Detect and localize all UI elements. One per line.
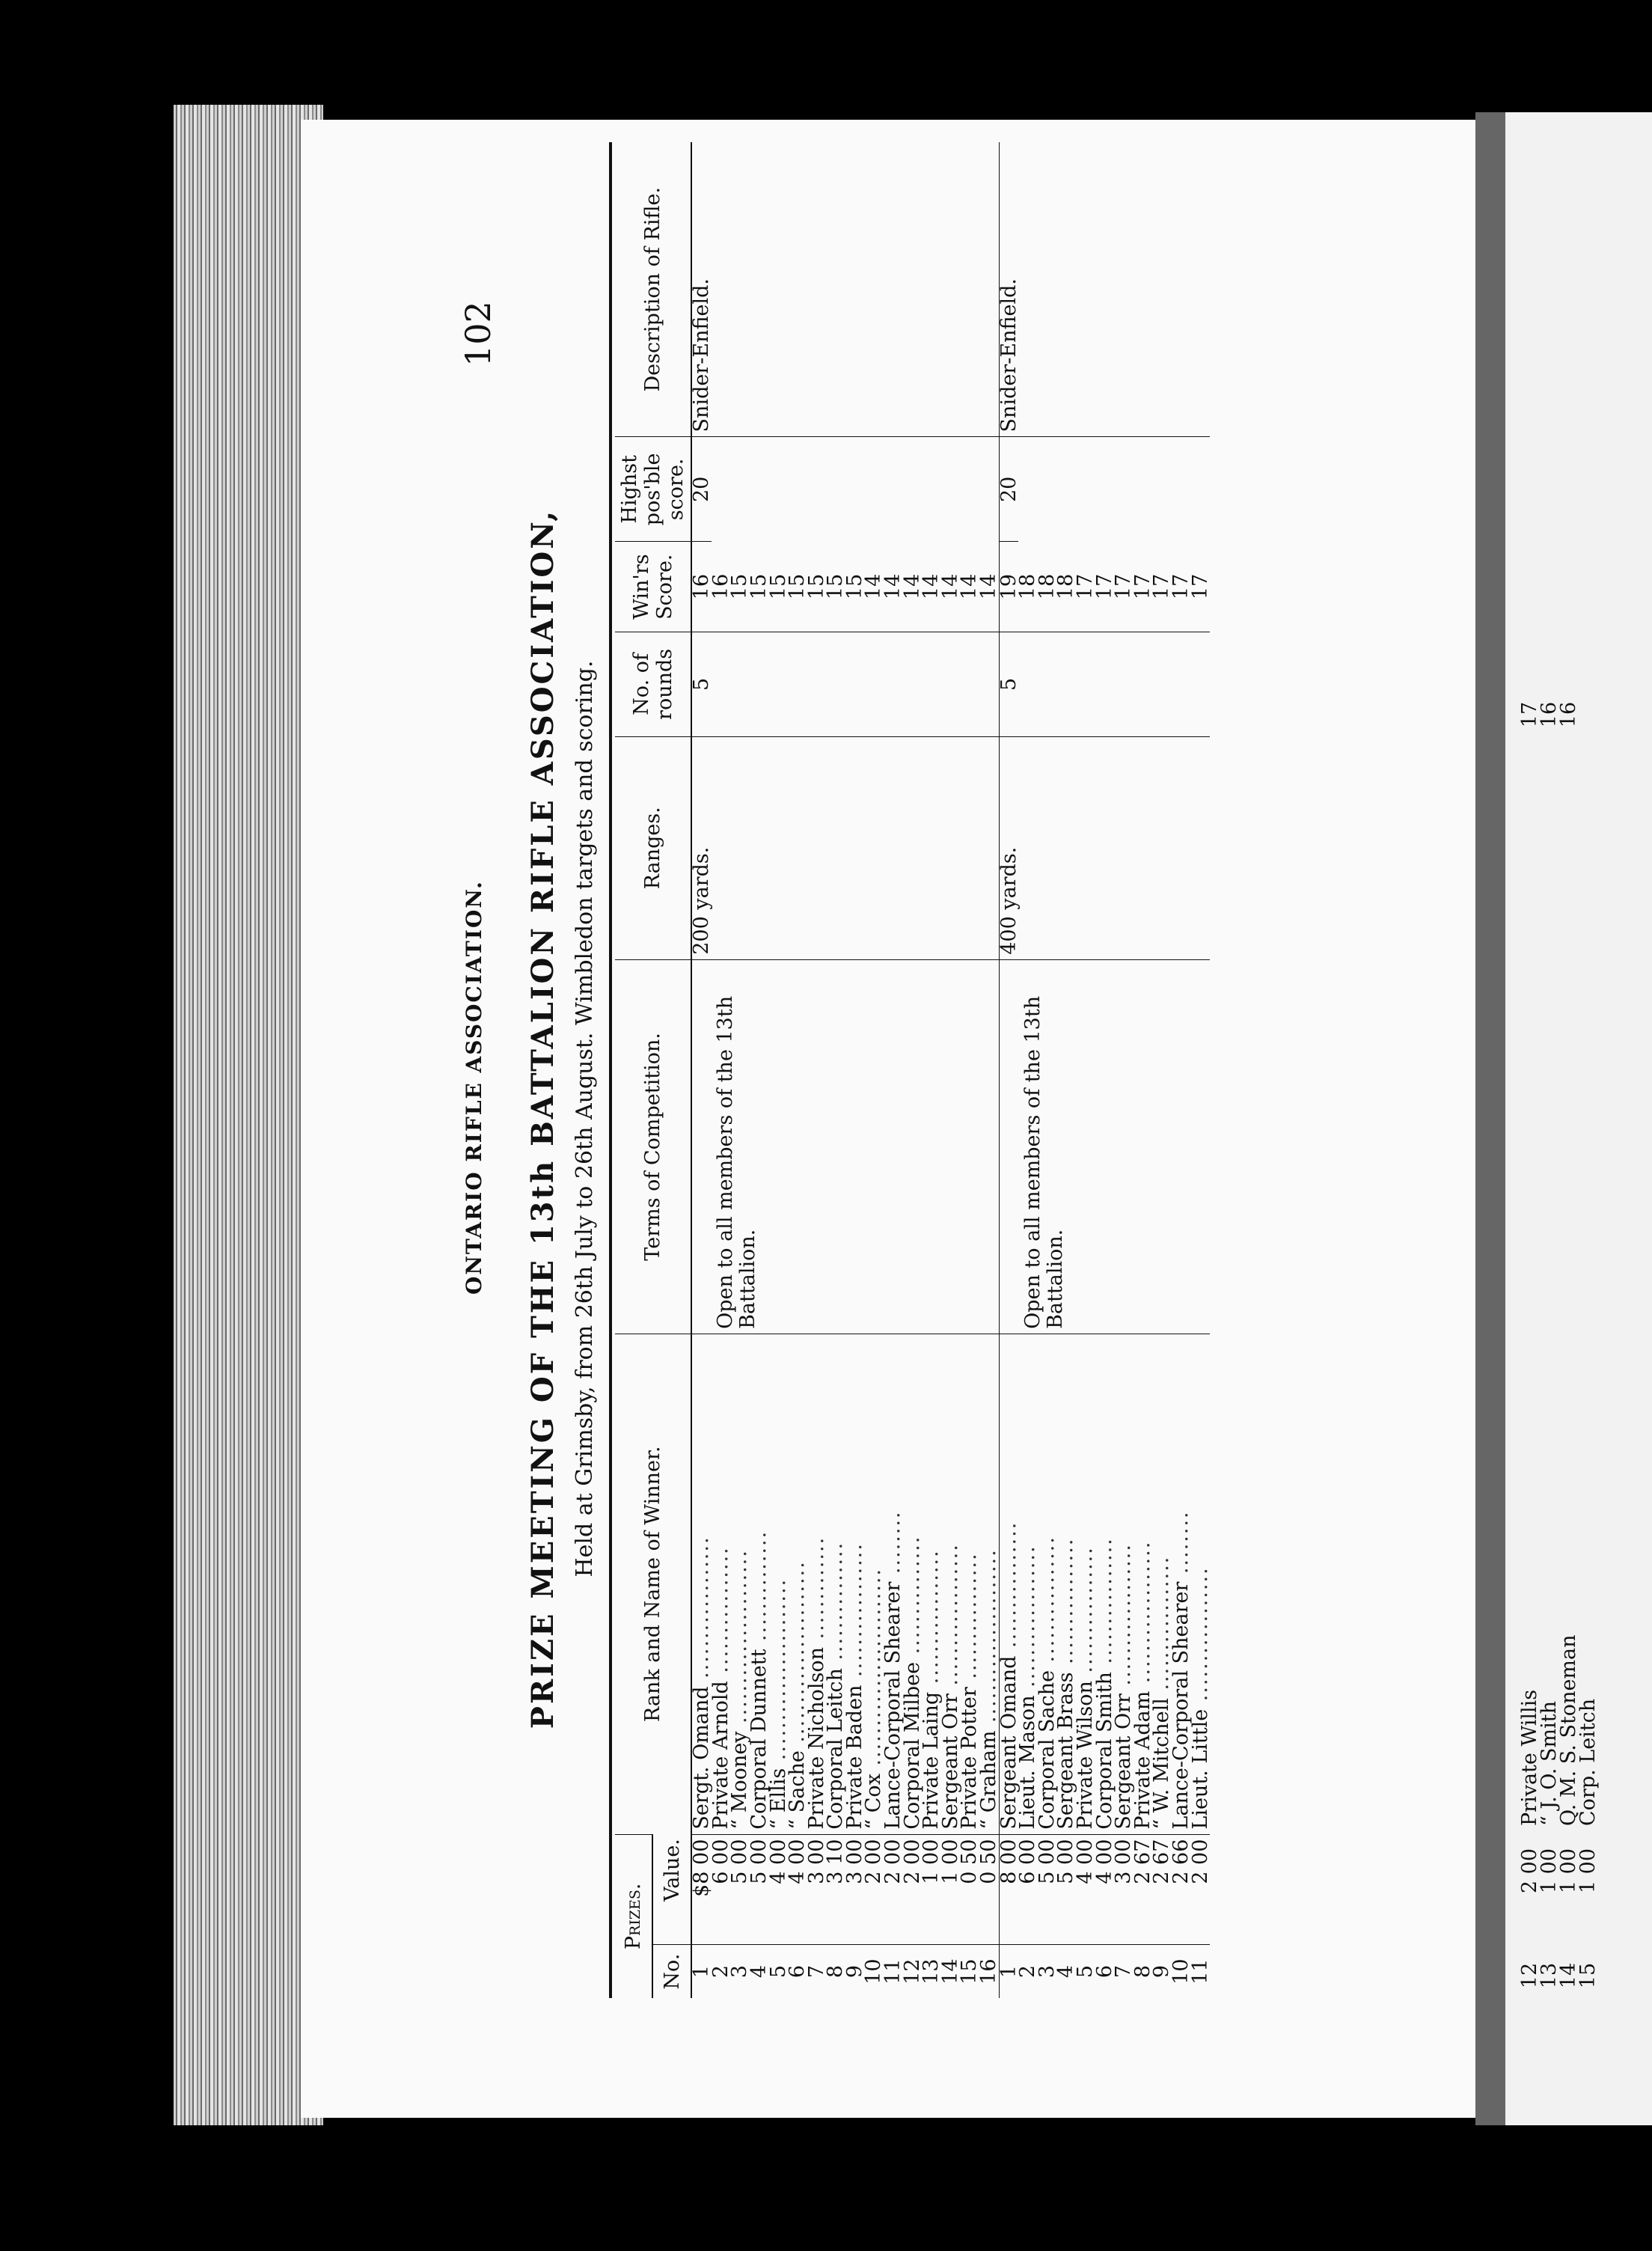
leader-dots: .................	[920, 1549, 943, 1692]
highest-possible-score: 20	[691, 437, 999, 542]
winner-score: 14	[958, 573, 982, 600]
winner-score: 15	[842, 573, 866, 600]
leader-dots: .........................	[862, 1567, 886, 1774]
prize-value: 0 50	[960, 1834, 979, 1945]
header-ranges: Ranges.	[615, 736, 691, 959]
leader-dots: ...............	[824, 1541, 848, 1669]
prize-number: 1	[999, 1945, 1018, 1998]
winner-score: 15	[824, 573, 848, 600]
prize-number: 10	[1172, 1945, 1191, 1998]
prize-number: 6	[788, 1945, 807, 1998]
winner-name-text: Corporal Sache	[1035, 1670, 1059, 1830]
winner-score: 17	[1169, 573, 1193, 600]
terms-of-competition: Open to all members of the 13th Battalion.	[999, 959, 1210, 1334]
prize-number: 2	[712, 1945, 731, 1998]
prize-value: 2 67	[1152, 1834, 1172, 1945]
range: 200 yards.	[691, 736, 999, 959]
prize-value: 2 66	[1172, 1834, 1191, 1945]
leader-dots: ................	[958, 1552, 982, 1688]
prize-number: 8	[1134, 1945, 1153, 1998]
winner-name-text: Corporal Smith	[1092, 1672, 1116, 1830]
terms-of-competition: Open to all members of the 13th Battalion.	[691, 959, 999, 1334]
leader-dots: ..................	[1016, 1545, 1040, 1696]
winner-name-text: Lieut. Mason	[1016, 1695, 1040, 1830]
prize-number: 7	[1114, 1945, 1134, 1998]
next-page-prize-value: 1 00	[1538, 1848, 1561, 1894]
prize-value: 2 00	[864, 1834, 884, 1945]
header-rifle: Description of Rifle.	[615, 142, 691, 437]
prize-value: 8 00	[999, 1834, 1018, 1945]
header-name: Rank and Name of Winner.	[615, 1334, 691, 1834]
winner-score: 15	[804, 573, 828, 600]
winner-name-text: Private Nicholson	[804, 1646, 828, 1830]
leader-dots: ......................	[977, 1548, 1001, 1731]
prize-value: 2 00	[884, 1834, 903, 1945]
header-rounds: No. of rounds	[615, 632, 691, 737]
next-page-prize-value: 1 00	[1576, 1848, 1600, 1894]
book-spine	[1475, 112, 1505, 2125]
next-page-prize-number: 15	[1576, 1962, 1600, 1989]
prize-value: $8 00	[691, 1834, 712, 1945]
prize-value: 3 00	[1114, 1834, 1134, 1945]
prize-number: 8	[826, 1945, 845, 1998]
prize-value: 4 00	[1095, 1834, 1115, 1945]
winner-score: 17	[1112, 573, 1136, 600]
leader-dots: ..................	[938, 1543, 962, 1694]
next-page-winner-score: 16	[1557, 701, 1580, 728]
winner-name-text: “ Ellis	[766, 1768, 790, 1830]
winner-name-text: Sergeant Brass	[1054, 1672, 1078, 1830]
leader-dots: .......................	[766, 1577, 790, 1768]
winner-score: 16	[691, 542, 712, 632]
winner-score: 17	[1092, 573, 1116, 600]
next-page-content	[1505, 112, 1652, 2125]
leader-dots: ...............	[900, 1535, 924, 1662]
prize-number: 14	[941, 1945, 961, 1998]
header-prizes: Prizes.	[615, 1834, 652, 1998]
next-page-prize-number: 14	[1557, 1962, 1580, 1989]
prize-value: 2 00	[1191, 1834, 1211, 1945]
prize-number: 7	[807, 1945, 827, 1998]
leader-dots: ..................	[690, 1536, 714, 1687]
leader-dots: ..................	[1112, 1543, 1136, 1694]
winner-score: 17	[1074, 573, 1098, 600]
winner-score: 19	[999, 542, 1018, 632]
winner-name-text: Sergeant Omand	[997, 1655, 1021, 1830]
winner-name-text: Private Arnold	[709, 1681, 732, 1830]
winner-name-text: Lance-Corporal Shearer	[1169, 1581, 1193, 1830]
prize-number: 13	[922, 1945, 941, 1998]
leader-dots: ................	[709, 1546, 732, 1682]
leader-dots: ........	[1169, 1510, 1193, 1582]
winner-score: 17	[1188, 573, 1212, 600]
prize-value: 6 00	[712, 1834, 731, 1945]
header-score: Win'rs Score.	[615, 542, 691, 632]
prize-number: 4	[1056, 1945, 1076, 1998]
running-head: ONTARIO RIFLE ASSOCIATION.	[462, 880, 486, 1295]
rounds: 5	[691, 632, 999, 737]
prize-number: 3	[1038, 1945, 1057, 1998]
winner-name-text: “ Sache	[786, 1750, 810, 1830]
prize-value: 5 00	[1056, 1834, 1076, 1945]
leader-dots: ................	[1054, 1537, 1078, 1673]
table-top-rule	[609, 142, 612, 1998]
winner-name-text: Private Baden	[842, 1685, 866, 1830]
leader-dots: .................	[1150, 1555, 1174, 1699]
winner-name-text: “ Mooney	[728, 1731, 752, 1830]
winner-score: 14	[900, 573, 924, 600]
next-page-winner-name: Q. M. S. Stoneman	[1557, 1634, 1580, 1826]
rifle-description: Snider-Enfield.	[999, 142, 1210, 437]
winner-name-text: Sergt. Omand	[690, 1686, 714, 1830]
winner-name-text: “ W. Mitchell	[1150, 1698, 1174, 1830]
winner-score: 17	[1131, 573, 1154, 600]
prize-value: 4 00	[788, 1834, 807, 1945]
prize-number: 2	[1018, 1945, 1038, 1998]
winner-name	[691, 1334, 712, 1834]
leader-dots: .................	[842, 1542, 866, 1685]
page-subtitle: Held at Grimsby, from 26th July to 26th August. Wimbledon targets and scoring.	[572, 660, 598, 1577]
next-page-prize-value: 1 00	[1557, 1848, 1580, 1894]
winner-name-text: Corporal Dunnett	[747, 1649, 771, 1830]
leader-dots: ......................	[728, 1549, 752, 1732]
prize-number: 5	[769, 1945, 789, 1998]
prize-number: 11	[1191, 1945, 1211, 1998]
prize-number: 10	[864, 1945, 884, 1998]
leader-dots: ................	[997, 1521, 1021, 1656]
prize-value: 5 00	[750, 1834, 769, 1945]
rifle-description: Snider-Enfield.	[690, 278, 714, 433]
winner-name-text: Sergeant Orr	[938, 1693, 962, 1830]
header-value: Value.	[652, 1834, 691, 1945]
next-page-prize-number: 13	[1538, 1962, 1561, 1989]
leader-dots: ................	[1074, 1546, 1098, 1682]
prize-number: 1	[691, 1945, 712, 1998]
next-page	[1505, 112, 1652, 2125]
prize-number: 12	[903, 1945, 923, 1998]
leader-dots: ................	[1035, 1536, 1059, 1670]
winner-name-text: Lance-Corporal Shearer	[881, 1581, 905, 1830]
prize-table	[615, 142, 1210, 1998]
next-page-prize-value: 2 00	[1518, 1848, 1541, 1894]
prize-number: 11	[884, 1945, 903, 1998]
prize-value: 2 00	[903, 1834, 923, 1945]
prize-number: 4	[750, 1945, 769, 1998]
leader-dots: ..............	[747, 1530, 771, 1649]
winner-name-text: Sergeant Orr	[1112, 1693, 1136, 1830]
prize-value: 4 00	[1076, 1834, 1095, 1945]
prize-value: 1 00	[922, 1834, 941, 1945]
prize-number: 3	[730, 1945, 750, 1998]
prize-number: 5	[1076, 1945, 1095, 1998]
prize-value: 5 00	[730, 1834, 750, 1945]
winner-name-text: “ Graham	[977, 1730, 1001, 1830]
winner-score: 15	[747, 573, 771, 600]
table-row	[691, 142, 712, 1998]
range: 400 yards.	[999, 736, 1210, 959]
header-terms: Terms of Competition.	[615, 959, 691, 1334]
winner-name-text: Private Potter	[958, 1687, 982, 1830]
winner-score: 14	[920, 573, 943, 600]
book-page	[301, 120, 1475, 2118]
next-page-winner-name: “ J. O. Smith	[1538, 1701, 1561, 1826]
header-no: No.	[652, 1945, 691, 1998]
next-page-winner-score	[1579, 674, 1598, 756]
winner-score: 15	[728, 573, 752, 600]
next-page-winner-name: Corp. Leitch	[1576, 1698, 1600, 1826]
winner-score: 14	[881, 573, 905, 600]
winner-name-text: Private Wilson	[1074, 1681, 1098, 1830]
prize-number: 16	[979, 1945, 999, 1998]
prize-value: 6 00	[1018, 1834, 1038, 1945]
prize-value: 3 00	[845, 1834, 865, 1945]
rounds: 5	[999, 632, 1210, 737]
winner-score: 15	[786, 573, 810, 600]
winner-score: 14	[862, 573, 886, 600]
header-highest: Highst pos'ble score.	[615, 437, 691, 542]
winner-score: 14	[977, 573, 1001, 600]
prize-value: 5 00	[1038, 1834, 1057, 1945]
leader-dots: .......................	[786, 1560, 810, 1751]
prize-value: 4 00	[769, 1834, 789, 1945]
leader-dots: ........	[881, 1510, 905, 1582]
leader-dots: .................	[1188, 1566, 1212, 1709]
prize-value: 1 00	[941, 1834, 961, 1945]
winner-score: 18	[1016, 573, 1040, 600]
winner-name	[979, 1334, 999, 1834]
next-page-prize-number: 12	[1518, 1962, 1541, 1989]
prize-number: 9	[845, 1945, 865, 1998]
next-page-winner-name: Private Willis	[1518, 1689, 1541, 1826]
winner-score: 15	[766, 573, 790, 600]
prize-value: 2 67	[1134, 1834, 1153, 1945]
winner-name-text: Private Adam	[1131, 1690, 1154, 1830]
leader-dots: .............	[804, 1536, 828, 1647]
winner-score: 18	[1035, 573, 1059, 600]
next-page-winner-score: 17	[1518, 701, 1541, 728]
page-title: PRIZE MEETING OF THE 13th BATTALION RIFLE ASSOCIATION,	[525, 508, 560, 1729]
prize-number: 15	[960, 1945, 979, 1998]
prize-value: 3 10	[826, 1834, 845, 1945]
winner-name-text: “ Cox	[862, 1774, 886, 1830]
leader-dots: ..................	[1131, 1540, 1154, 1691]
highest-possible-score: 20	[999, 437, 1210, 542]
winner-score: 14	[938, 573, 962, 600]
prize-value: 3 00	[807, 1834, 827, 1945]
prize-value: 0 50	[979, 1834, 999, 1945]
rotated-page-content	[301, 120, 1468, 2118]
prize-number: 6	[1095, 1945, 1115, 1998]
winner-name-text: Lieut. Little	[1188, 1708, 1212, 1830]
winner-score: 18	[1054, 573, 1078, 600]
winner-name	[1188, 1334, 1212, 1834]
page-number: 102	[458, 301, 498, 367]
winner-score: 16	[709, 573, 732, 600]
winner-name-text: Corporal Milbee	[900, 1661, 924, 1830]
next-page-winner-score: 16	[1538, 701, 1561, 728]
winner-name-text: Private Laing	[920, 1691, 943, 1830]
winner-name-text: Corporal Leitch	[824, 1668, 848, 1830]
winner-score: 17	[1150, 573, 1174, 600]
leader-dots: ................	[1092, 1537, 1116, 1673]
prize-table-body	[691, 142, 1210, 1998]
prize-number: 9	[1152, 1945, 1172, 1998]
